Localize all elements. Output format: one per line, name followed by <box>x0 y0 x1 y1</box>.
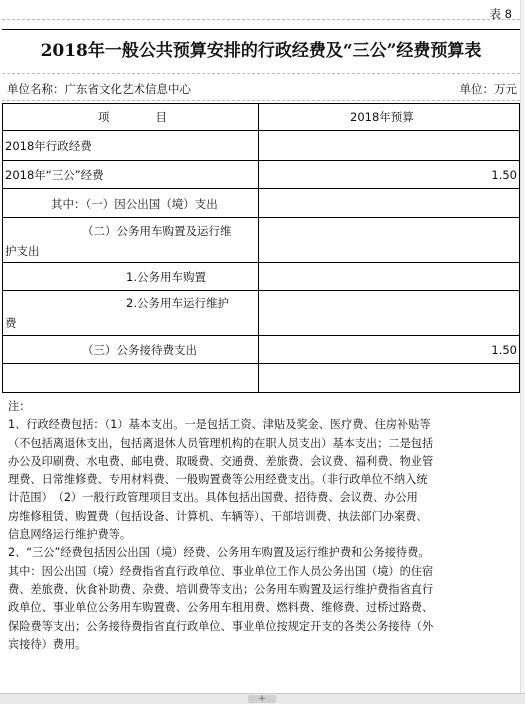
unit-currency: 单位：万元 <box>459 82 517 96</box>
note-line: 理费、日常维修费、专用材料费、一般购置费等公用经费支出。（非行政单位不纳入统 <box>8 473 428 487</box>
table-border <box>2 103 3 393</box>
table-border <box>2 335 520 336</box>
spreadsheet-sheet <box>2 0 520 693</box>
vertical-scrollbar[interactable] <box>520 0 525 693</box>
horizontal-scrollbar[interactable] <box>0 693 525 704</box>
note-line: 计范围） （2）一般行政管理项目支出。具体包括出国费、招待费、会议费、办公用 <box>8 491 418 505</box>
table-border <box>258 103 259 393</box>
table-number: 表 8 <box>489 7 512 21</box>
table-border <box>2 262 520 263</box>
note-line: 1、行政经费包括：（1）基本支出。一是包括工资、津贴及奖金、医疗费、住房补贴等 <box>8 418 431 432</box>
note-line: 宾接待）费用。 <box>8 637 87 651</box>
table-border <box>2 160 520 161</box>
note-line: 2、“三公”经费包括因公出国（境）经费、公务用车购置及运行维护费和公务接待费。 <box>8 546 430 560</box>
table-border <box>2 130 520 131</box>
border-line <box>2 29 520 30</box>
row-label: 其中：（一）因公出国（境）支出 <box>51 197 218 211</box>
row-label: 2018年“三公”经费 <box>5 168 104 182</box>
row-label: 1.公务用车购置 <box>126 270 206 284</box>
row-value: 1.50 <box>491 168 517 182</box>
row-value: 1.50 <box>491 343 517 357</box>
plus-icon[interactable]: + <box>248 695 276 703</box>
note-line: 房维修租赁、购置费（包括设备、计算机、车辆等）、干部培训费、执法部门办案费、 <box>8 509 428 523</box>
row-label: （三）公务接待费支出 <box>82 343 197 357</box>
header-item: 项 目 <box>98 110 167 124</box>
table-border <box>2 188 520 189</box>
gridline <box>2 19 520 20</box>
note-line: 保险费等支出；公务接待费指省直行政单位、事业单位按规定开支的各类公务接待（外 <box>8 619 434 633</box>
table-border <box>2 290 520 291</box>
note-line: 政单位、事业单位公务用车购置费、公务用车租用费、燃料费、维修费、过桥过路费、 <box>8 601 434 615</box>
table-border <box>2 103 520 104</box>
note-line: 办公及印刷费、水电费、邮电费、取暖费、交通费、差旅费、会议费、福利费、物业管 <box>8 454 434 468</box>
row-label: 费 <box>5 316 17 330</box>
unit-name: 单位名称：广东省文化艺术信息中心 <box>7 82 191 96</box>
gridline <box>2 100 520 101</box>
table-border <box>2 392 520 393</box>
row-label: （二）公务用车购置及运行维 <box>82 224 232 238</box>
gridline <box>2 73 520 74</box>
row-label: 2018年行政经费 <box>5 139 92 153</box>
note-line: （不包括离退休支出，包括离退休人员管理机构的在职人员支出）基本支出；二是包括 <box>8 436 434 450</box>
notes-block <box>8 398 518 654</box>
table-border <box>2 217 520 218</box>
note-line: 其中：因公出国（境）经费指省直行政单位、事业单位工作人员公务出国（境）的住宿 <box>8 564 434 578</box>
note-line: 信息网络运行维护费等。 <box>8 528 132 542</box>
note-line: 费、差旅费、伙食补助费、杂费、培训费等支出；公务用车购置及运行维护费指省直行 <box>8 582 434 596</box>
table-border <box>2 363 520 364</box>
row-label: 2.公务用车运行维护 <box>126 296 229 310</box>
header-budget: 2018年预算 <box>350 110 414 124</box>
page-title: 2018年一般公共预算安排的行政经费及“三公”经费预算表 <box>40 41 482 61</box>
notes-heading: 注： <box>8 400 31 413</box>
row-label: 护支出 <box>5 244 40 258</box>
